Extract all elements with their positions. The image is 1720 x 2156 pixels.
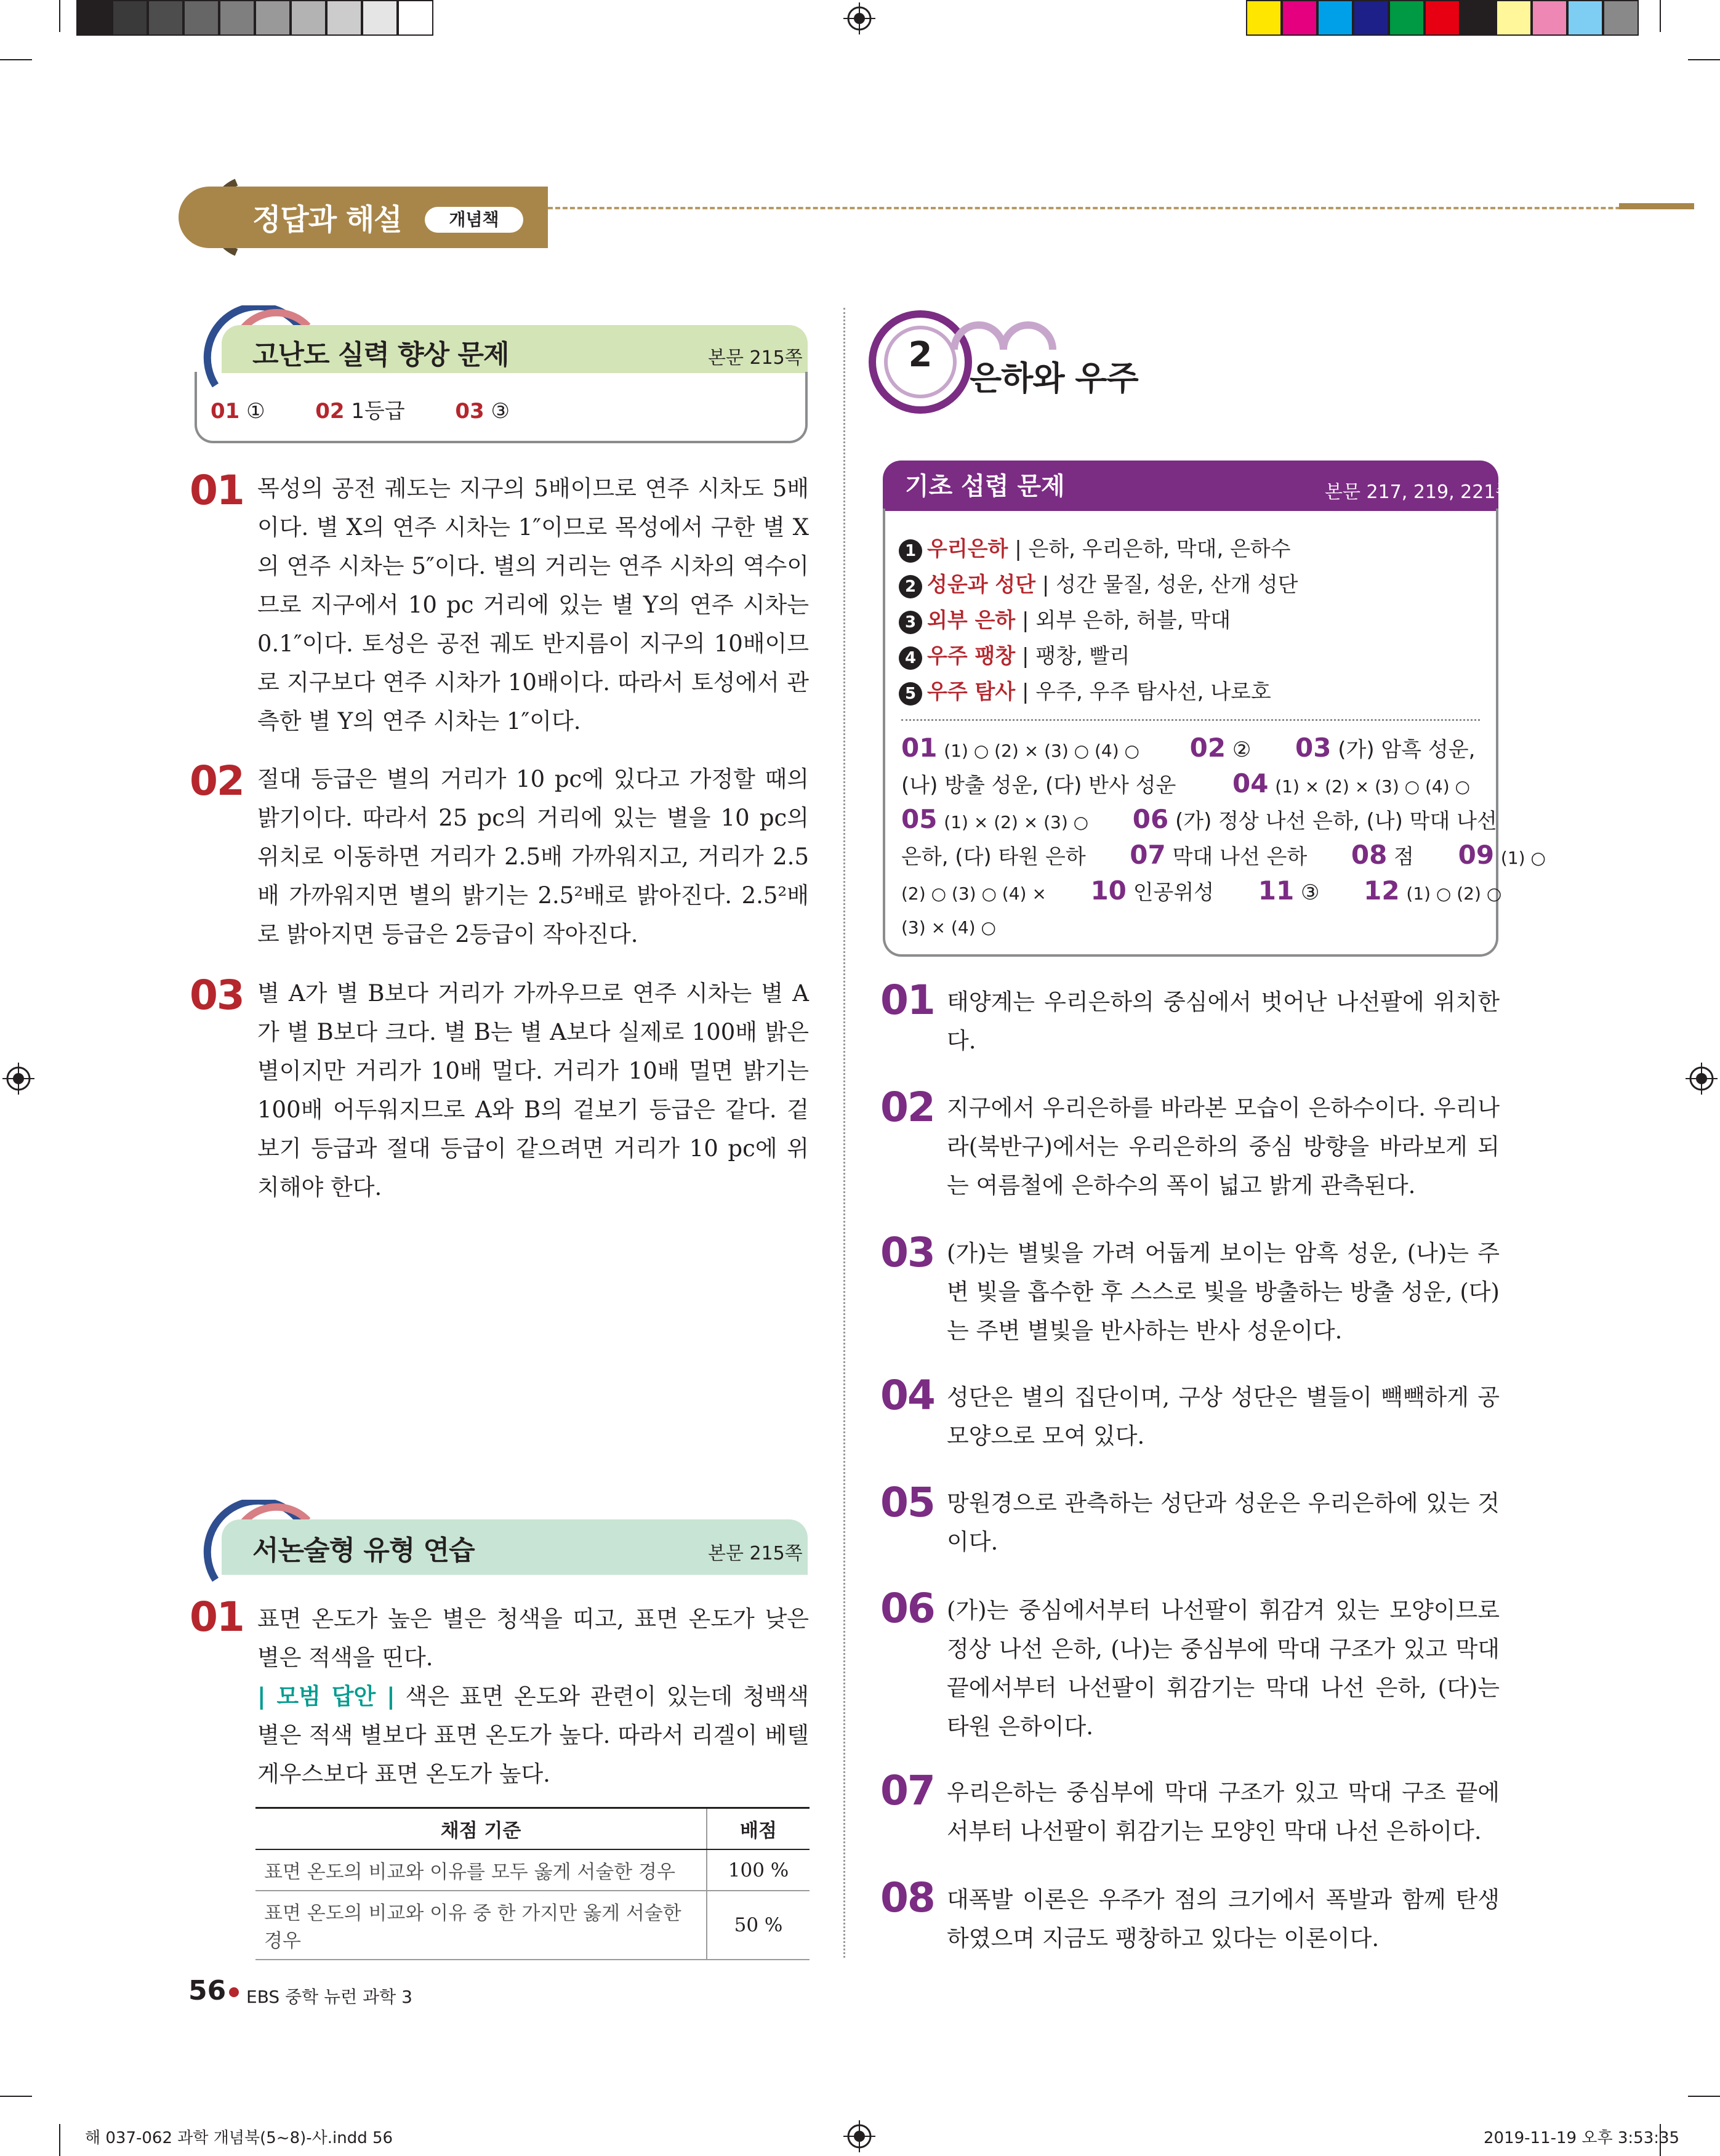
descriptive-title: 서논술형 유형 연습	[252, 1535, 475, 1566]
question-number: 04	[880, 1372, 934, 1419]
registration-mark-icon	[843, 2, 875, 34]
gray-swatch	[362, 0, 398, 36]
crop-mark	[59, 2124, 60, 2156]
answer-value: (2) ○ (3) ○ (4) ×	[901, 883, 1047, 904]
answer-value: (가) 암흑 성운,	[1338, 738, 1476, 762]
crop-mark	[0, 59, 32, 60]
explanation-text: 성단은 별의 집단이며, 구상 성단은 별들이 빽빽하게 공 모양으로 모여 있다.	[947, 1384, 1500, 1449]
header-rule-accent	[1619, 203, 1694, 209]
question-number: 01	[880, 976, 934, 1024]
color-swatch	[1425, 0, 1460, 36]
answer-num: 02	[1189, 733, 1226, 763]
answer-value: ①	[246, 399, 265, 424]
answer-key-line	[901, 873, 1501, 912]
column-divider	[843, 308, 845, 1958]
answer-value: (1) ○	[1500, 848, 1546, 868]
question-number: 01	[190, 1593, 244, 1641]
basic-page-ref: 본문 217, 219, 221쪽	[1325, 481, 1514, 503]
answer-num: 02	[315, 399, 345, 424]
table-header-score: 배점	[707, 1808, 810, 1850]
gray-swatch	[183, 0, 219, 36]
summary-items: | 팽창, 빨리	[1022, 644, 1130, 669]
number-badge-icon: 4	[899, 646, 922, 670]
table-row	[255, 1891, 810, 1960]
explanation-text: 망원경으로 관측하는 성단과 성운은 우리은하에 있는 것이다.	[947, 1490, 1500, 1555]
gray-swatch	[326, 0, 362, 36]
answer-num: 09	[1458, 840, 1495, 870]
explanation-text: 별 A가 별 B보다 거리가 가까우므로 연주 시차는 별 A가 별 B보다 크다. 별 B는 별 A보다 실제로 100배 밝은 별이지만 거리가 10배 멀다. 거리가 10배 멀면 밝기는 100배 어두워지므로 A와 B의 겉보기 등급은 같다. 겉보기 등급과 절대 등급이 같으려면 거리가 10 pc에 위치해야 한다.	[257, 980, 809, 1201]
color-swatch	[1353, 0, 1389, 36]
summary-items: | 외부 은하, 허블, 막대	[1022, 608, 1231, 633]
model-answer-text: 색은 표면 온도와 관련이 있는데 청백색 별은 적색 별보다 표면 온도가 높다. 따라서 리겔이 베텔게우스보다 표면 온도가 높다.	[257, 1683, 810, 1787]
registration-mark-icon	[843, 2120, 875, 2152]
summary-row	[899, 639, 1130, 670]
gray-swatch	[148, 0, 183, 36]
header-tag: 개념책	[425, 207, 523, 233]
answer-value: ③	[491, 399, 510, 424]
summary-topic: 우주 팽창	[927, 644, 1016, 669]
advanced-answers	[211, 394, 510, 424]
color-swatch	[1282, 0, 1317, 36]
question-number: 08	[880, 1874, 934, 1921]
answer-num: 06	[1132, 804, 1169, 834]
question-number: 02	[880, 1084, 934, 1131]
summary-items: | 우주, 우주 탐사선, 나로호	[1022, 680, 1271, 704]
answer-value: 은하, (다) 타원 은하	[901, 845, 1086, 869]
number-badge-icon: 5	[899, 682, 922, 706]
question-number: 02	[190, 757, 244, 805]
grading-table	[255, 1807, 810, 1960]
slug-filename: 해 037-062 과학 개념북(5~8)-사.indd 56	[85, 2129, 393, 2147]
question-number: 06	[880, 1585, 934, 1632]
crop-mark	[59, 0, 60, 32]
answer-num: 10	[1090, 875, 1127, 906]
answer-num: 12	[1364, 875, 1400, 906]
question-number: 01	[190, 467, 244, 514]
summary-row	[899, 568, 1298, 598]
registration-mark-icon	[2, 1063, 34, 1095]
chapter-title: 은하와 우주	[970, 359, 1138, 398]
descriptive-question	[257, 1599, 809, 1793]
dotted-divider	[901, 719, 1480, 721]
summary-row	[899, 603, 1231, 634]
header-title: 정답과 해설	[252, 203, 402, 237]
number-badge-icon: 2	[899, 575, 922, 598]
question-number: 05	[880, 1479, 934, 1526]
answer-value: (1) ○ (2) ○	[1406, 883, 1502, 904]
gray-swatch	[76, 0, 112, 36]
explanation-text: 목성의 공전 궤도는 지구의 5배이므로 연주 시차도 5배이다. 별 X의 연주 시차는 1″이므로 목성에서 구한 별 X의 연주 시차는 5″이다. 별의 거리는 연주 시차의 역수이므로 지구에서 10 pc 거리에 있는 별 Y의 연주 시차는 0.1″이다. 토성은 공전 궤도 반지름이 지구의 10배이므로 지구보다 연주 시차가 10배이다. 따라서 토성에서 관측한 별 Y의 연주 시차는 1″이다.	[257, 475, 809, 734]
number-badge-icon: 1	[899, 539, 922, 563]
table-cell-criterion: 표면 온도의 비교와 이유를 모두 옳게 서술한 경우	[255, 1849, 707, 1891]
color-swatch	[1567, 0, 1603, 36]
answer-value: (3) × (4) ○	[901, 917, 996, 938]
answer-num: 08	[1351, 840, 1388, 870]
answer-num: 01	[211, 399, 240, 424]
table-cell-score: 100 %	[707, 1849, 810, 1891]
table-header-row	[255, 1808, 810, 1850]
summary-topic: 외부 은하	[927, 608, 1016, 633]
advanced-page-ref: 본문 215쪽	[708, 347, 803, 369]
summary-topic: 성운과 성단	[927, 573, 1036, 597]
explanation-text: 절대 등급은 별의 거리가 10 pc에 있다고 가정할 때의 밝기이다. 따라서 25 pc의 거리에 있는 별을 10 pc의 위치로 이동하면 거리가 2.5배 가까워지고, 거리가 2.5배 가까워지면 별의 밝기는 2.5²배로 밝아진다. 2.5²배로 밝아지면 등급은 2등급이 작아진다.	[257, 766, 809, 947]
model-answer-label: | 모범 답안 |	[257, 1683, 395, 1710]
crop-mark	[1688, 2096, 1720, 2097]
answer-num: 05	[901, 804, 938, 834]
answer-num: 03	[1295, 733, 1332, 763]
table-cell-score: 50 %	[707, 1891, 810, 1960]
answer-value: (1) × (2) × (3) ○	[944, 812, 1089, 832]
chapter-number: 2	[908, 335, 933, 375]
color-swatch	[1603, 0, 1639, 36]
crop-mark	[1660, 0, 1661, 32]
slug-timestamp: 2019-11-19 오후 3:53:35	[1484, 2129, 1680, 2147]
answer-value: (1) × (2) × (3) ○ (4) ○	[1275, 776, 1470, 797]
answer-key-line	[901, 766, 1470, 805]
gray-swatch	[291, 0, 326, 36]
answer-num: 03	[455, 399, 484, 424]
explanation-text: (가)는 별빛을 가려 어둡게 보이는 암흑 성운, (나)는 주변 빛을 흡수한 후 스스로 빛을 방출하는 방출 성운, (다)는 주변 별빛을 반사하는 반사 성운이다.	[947, 1240, 1500, 1344]
answer-value: 막대 나선 은하	[1172, 845, 1308, 869]
explanation-text: 태양계는 우리은하의 중심에서 벗어난 나선팔에 위치한다.	[947, 989, 1500, 1054]
answer-value: ③	[1300, 880, 1320, 905]
basic-title: 기초 섭렵 문제	[905, 472, 1065, 501]
color-swatch	[1532, 0, 1567, 36]
registration-mark-icon	[1686, 1063, 1718, 1095]
bullet-icon	[229, 1987, 239, 1997]
color-swatch	[1496, 0, 1532, 36]
answer-num: 11	[1258, 875, 1295, 906]
summary-row	[899, 675, 1271, 706]
table-row	[255, 1849, 810, 1891]
crop-mark	[0, 2096, 32, 2097]
answer-value: (나) 방출 성운, (다) 반사 성운	[901, 773, 1176, 798]
explanation-text: 우리은하는 중심부에 막대 구조가 있고 막대 구조 끝에서부터 나선팔이 휘감기는 모양인 막대 나선 은하이다.	[947, 1779, 1500, 1844]
crop-mark	[1688, 59, 1720, 60]
summary-items: | 성간 물질, 성운, 산개 성단	[1042, 573, 1298, 597]
question-text: 표면 온도가 높은 별은 청색을 띠고, 표면 온도가 낮은 별은 적색을 띤다.	[257, 1606, 809, 1671]
descriptive-page-ref: 본문 215쪽	[708, 1543, 803, 1564]
explanation-text: 지구에서 우리은하를 바라본 모습이 은하수이다. 우리나라(북반구)에서는 우리은하의 중심 방향을 바라보게 되는 여름철에 은하수의 폭이 넓고 밝게 관측된다.	[947, 1095, 1500, 1199]
explanation-text: 대폭발 이론은 우주가 점의 크기에서 폭발과 함께 탄생하였으며 지금도 팽창하고 있다는 이론이다.	[947, 1886, 1500, 1952]
answer-value: 인공위성	[1133, 880, 1215, 905]
question-number: 07	[880, 1767, 934, 1814]
answer-value: ②	[1232, 738, 1252, 762]
answer-value: 1등급	[351, 399, 405, 424]
summary-items: | 은하, 우리은하, 막대, 은하수	[1015, 537, 1291, 561]
answer-value: (가) 정상 나선 은하, (나) 막대 나선	[1175, 809, 1497, 834]
question-number: 03	[190, 971, 244, 1019]
gray-swatch	[112, 0, 148, 36]
gray-swatch	[219, 0, 255, 36]
table-header-criterion: 채점 기준	[255, 1808, 707, 1850]
advanced-title: 고난도 실력 향상 문제	[252, 339, 509, 371]
answer-key-line	[901, 802, 1497, 840]
answer-value: (1) ○ (2) × (3) ○ (4) ○	[944, 741, 1139, 761]
answer-num: 04	[1232, 768, 1269, 798]
summary-topic: 우주 탐사	[927, 680, 1016, 704]
question-number: 03	[880, 1229, 934, 1276]
color-swatch	[1460, 0, 1496, 36]
answer-num: 07	[1130, 840, 1166, 870]
answer-num: 01	[901, 733, 938, 763]
header-rule	[548, 207, 1694, 209]
summary-topic: 우리은하	[927, 537, 1008, 561]
color-swatch	[1246, 0, 1282, 36]
page-number: 56	[188, 1975, 227, 2006]
summary-row	[899, 532, 1291, 563]
answer-value: 점	[1394, 845, 1414, 869]
color-swatch	[1317, 0, 1353, 36]
answer-key-line	[901, 730, 1475, 769]
explanation-text: (가)는 중심에서부터 나선팔이 휘감겨 있는 모양이므로 정상 나선 은하, (나)는 중심부에 막대 구조가 있고 막대 끝에서부터 나선팔이 휘감기는 막대 나선 은하, (다)는 타원 은하이다.	[947, 1597, 1500, 1740]
answer-key-line	[901, 909, 996, 946]
answer-key-line	[901, 837, 1546, 876]
gray-swatch	[398, 0, 433, 36]
color-swatch	[1389, 0, 1425, 36]
gray-swatch	[255, 0, 291, 36]
book-title: EBS 중학 뉴런 과학 3	[246, 1987, 412, 2007]
table-cell-criterion: 표면 온도의 비교와 이유 중 한 가지만 옳게 서술한 경우	[255, 1891, 707, 1960]
number-badge-icon: 3	[899, 611, 922, 634]
